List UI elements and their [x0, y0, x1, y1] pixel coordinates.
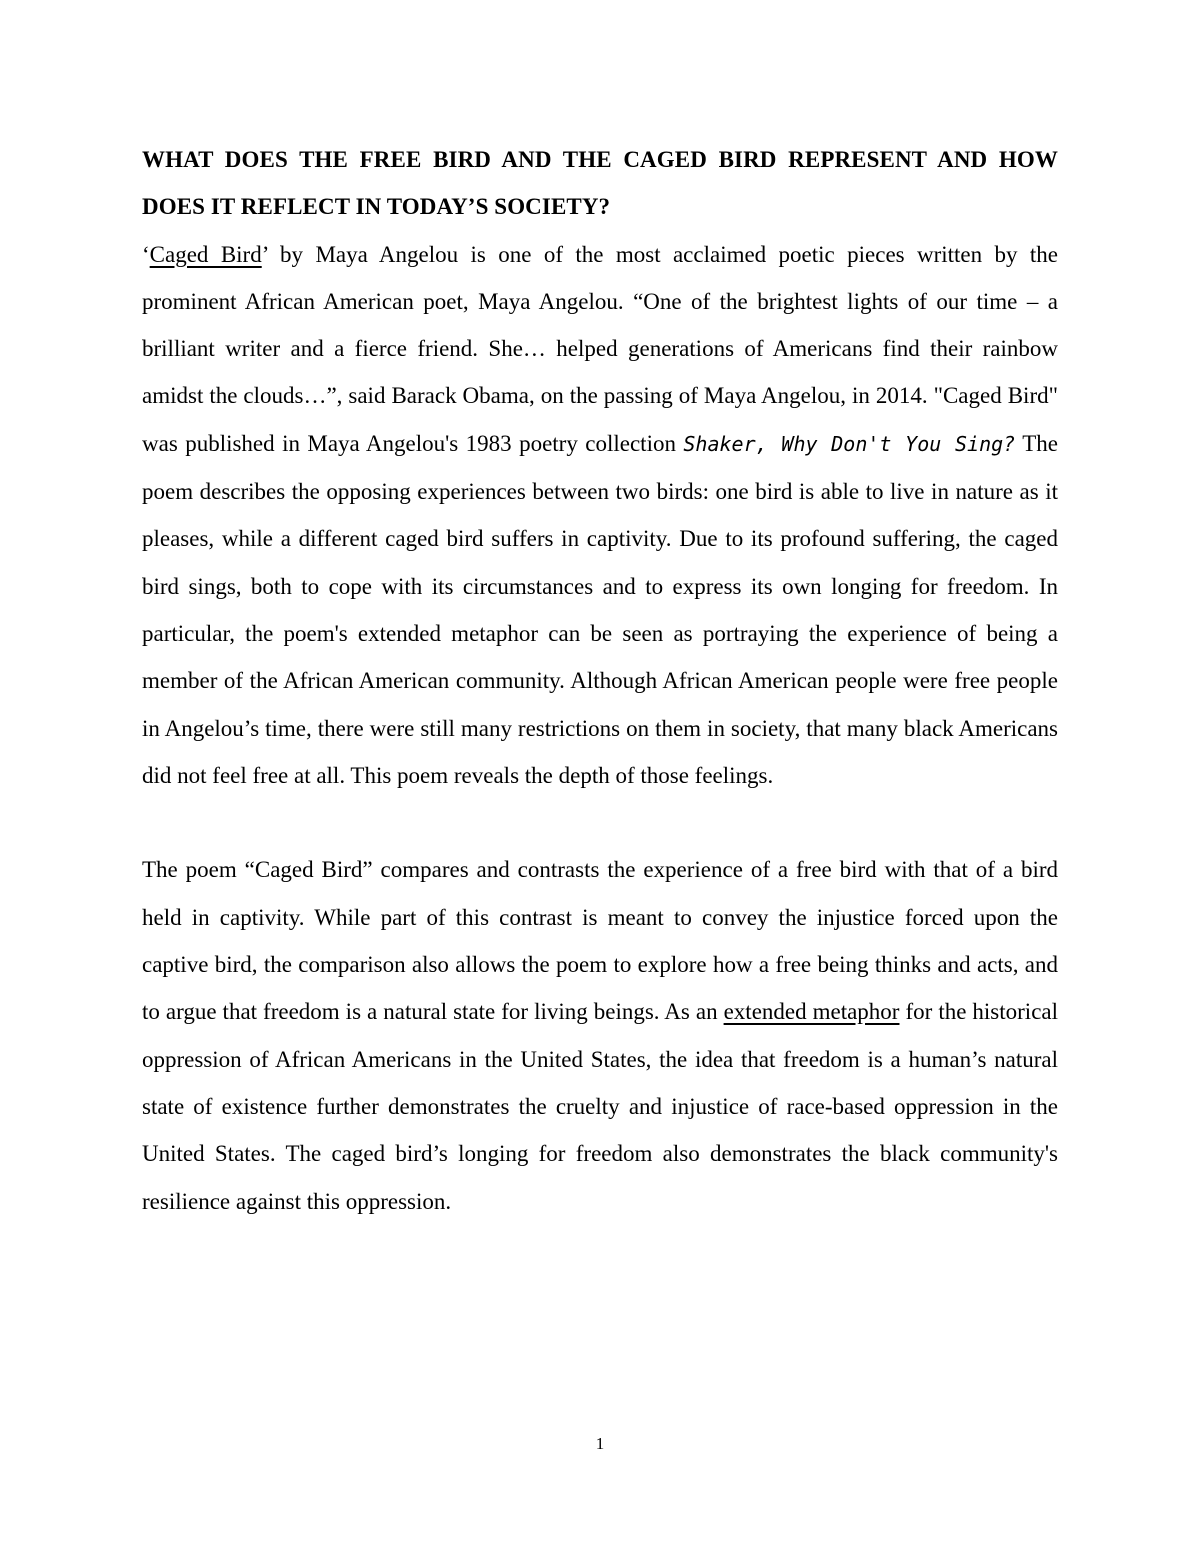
extended-metaphor-link[interactable]: extended metaphor [723, 999, 900, 1025]
page-number: 1 [595, 1434, 605, 1453]
paragraph-2-text-b: for the historical oppression of African Americans in the United States, the idea that freedom is a human’s natural state of existence further demonstrates the cruelty and injustice of race-based oppression in the United States. The caged bird’s longing for freedom also demonstrates the black community's resilience against this oppression. [142, 999, 1059, 1214]
collection-title: Shaker, Why Don't You Sing? [683, 431, 1016, 456]
opening-quote: ‘ [142, 241, 150, 267]
paragraph-2-text-a: The poem “Caged Bird” compares and contrasts the experience of a free bird with that of a bird held in captivity. While part of this contrast is meant to convey the injustice forced upon the captive bird, the comparison also allows the poem to explore how a free being thinks and acts, and to argue that freedom is a natural state for living beings. As an [142, 857, 1058, 1025]
paragraph-1-text-b: The poem describes the opposing experiences between two birds: one bird is able to live in nature as it pleases, while a different caged bird suffers in captivity. Due to its profound suffering, the caged bird sings, both to cope with its circumstances and to express its own longing for freedom. In particular, the poem's extended metaphor can be seen as portraying the experience of being a member of the African American community. Although African American people were free people in Angelou’s time, there were still many restrictions on them in society, that many black Americans did not feel free at all. This poem reveals the depth of those feelings. [142, 430, 1059, 788]
paragraph-1 [142, 231, 1058, 800]
paragraph-spacer [142, 799, 1058, 846]
document-title: WHAT DOES THE FREE BIRD AND THE CAGED BIRD REPRESENT AND HOW DOES IT REFLECT IN TODAY’S SOCIETY? [142, 147, 1058, 220]
caged-bird-link[interactable]: Caged Bird [149, 241, 262, 267]
document-body [142, 136, 1058, 1225]
paragraph-2 [142, 846, 1058, 1224]
paragraph-1-text-a: ’ by Maya Angelou is one of the most acclaimed poetic pieces written by the prominent African American poet, Maya Angelou. “One of the brightest lights of our time – a brilliant writer and a fierce friend. She… helped generations of Americans find their rainbow amidst the clouds…”, said Barack Obama, on the passing of Maya Angelou, in 2014. "Caged Bird" was published in Maya Angelou's 1983 poetry collection [142, 241, 1059, 456]
